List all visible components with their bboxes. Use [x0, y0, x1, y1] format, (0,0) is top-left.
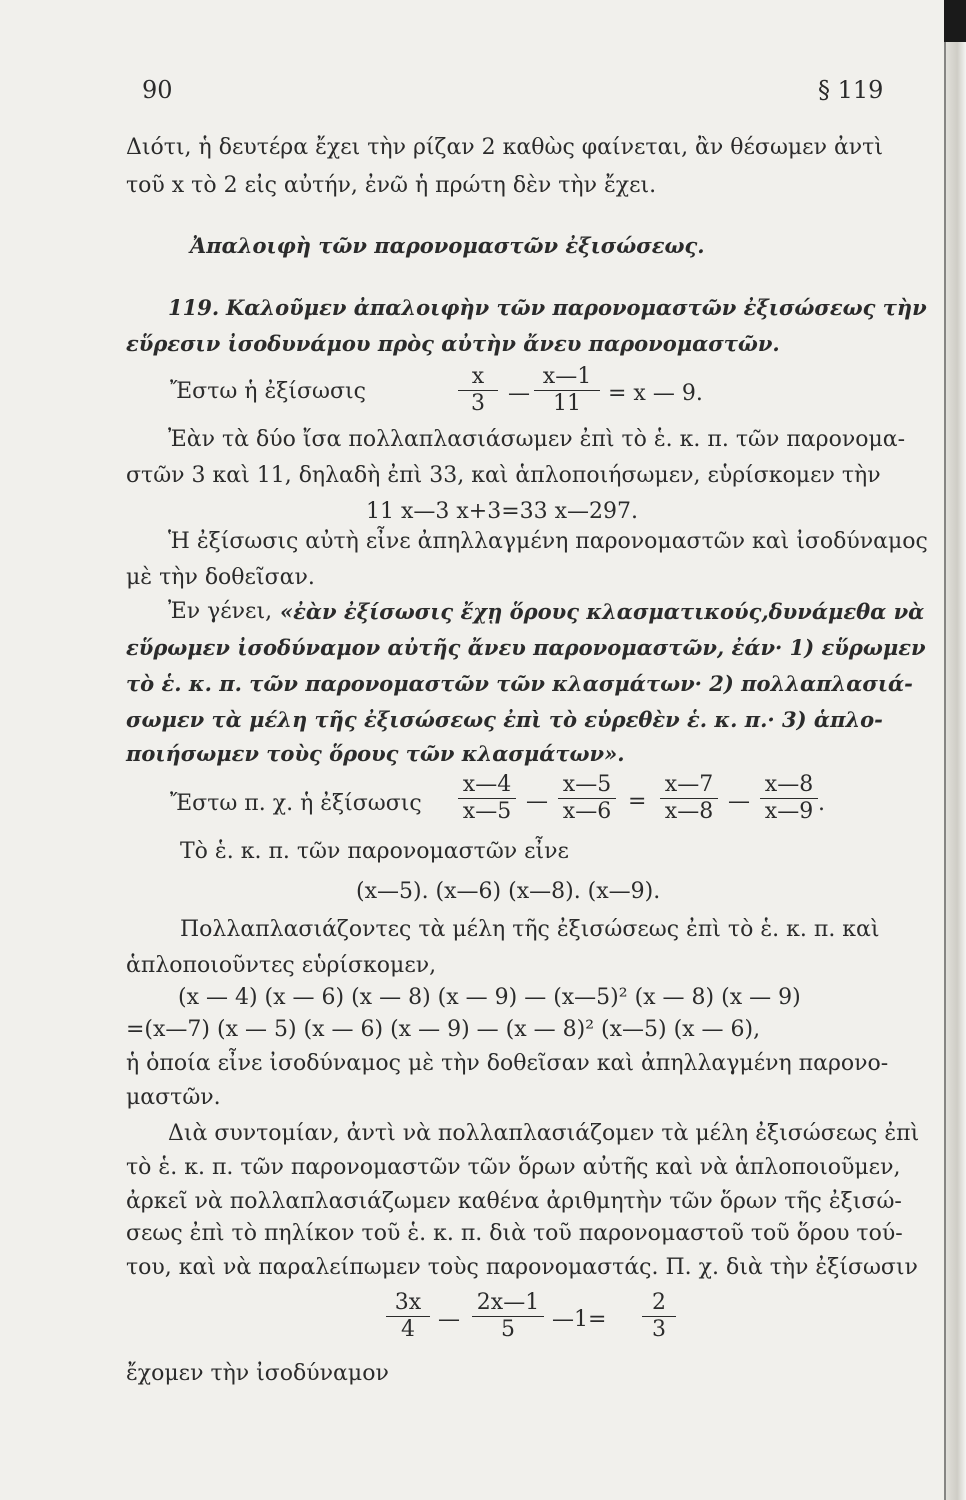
- operator: —: [728, 789, 750, 814]
- fraction: [642, 1290, 676, 1343]
- denominator: x—9: [764, 799, 814, 824]
- text-line: Ἐν γένει,: [168, 599, 273, 624]
- numerator: 2: [642, 1290, 676, 1317]
- section-heading: Ἀπαλοιφὴ τῶν παρονομαστῶν ἐξισώσεως.: [190, 233, 705, 258]
- fraction: [458, 772, 516, 825]
- equation-rhs: = x — 9.: [608, 381, 703, 406]
- denominator: x—8: [664, 799, 714, 824]
- operator: —: [508, 381, 530, 406]
- fraction: [760, 772, 818, 825]
- text-line: σεως ἐπὶ τὸ πηλίκον τοῦ ἑ. κ. π. διὰ τοῦ παρονομαστοῦ τοῦ ὅρου τού-: [126, 1221, 903, 1246]
- operator: —: [526, 789, 548, 814]
- numerator: x—1: [534, 364, 600, 391]
- equation: =(x—7) (x — 5) (x — 6) (x — 9) — (x — 8)² (x—5) (x — 6),: [126, 1017, 761, 1042]
- section-number: § 119: [818, 76, 884, 104]
- text-line: στῶν 3 καὶ 11, δηλαδὴ ἐπὶ 33, καὶ ἁπλοποιήσωμεν, εὑρίσκομεν τὴν: [126, 463, 881, 488]
- page-edge: [944, 0, 966, 1500]
- text-line: μαστῶν.: [126, 1085, 221, 1110]
- text-line: τοῦ x τὸ 2 εἰς αὐτήν, ἐνῶ ἡ πρώτη δὲν τὴν ἔχει.: [126, 173, 657, 198]
- operator: —: [438, 1307, 460, 1332]
- denominator: 4: [401, 1317, 415, 1342]
- denominator: 3: [471, 391, 485, 416]
- text-line: Διὰ συντομίαν, ἀντὶ νὰ πολλαπλασιάζομεν τὰ μέλη ἐξισώσεως ἐπὶ: [168, 1121, 920, 1146]
- text-line: Πολλαπλασιάζοντες τὰ μέλη τῆς ἐξισώσεως ἐπὶ τὸ ἑ. κ. π. καὶ: [180, 917, 880, 942]
- denominator: 5: [501, 1317, 515, 1342]
- fraction: [534, 364, 600, 417]
- page-number: 90: [142, 76, 173, 104]
- fraction: [386, 1290, 430, 1343]
- numerator: 2x—1: [472, 1290, 544, 1317]
- rule-line: τὸ ἑ. κ. π. τῶν παρονομαστῶν τῶν κλασμάτων· 2) πολλαπλασιά-: [126, 671, 913, 696]
- paragraph-number: 119.: [168, 295, 220, 320]
- numerator: x—7: [660, 772, 718, 799]
- text-line: ἡ ὁποία εἶνε ἰσοδύναμος μὲ τὴν δοθεῖσαν καὶ ἀπηλλαγμένη παρονο-: [126, 1051, 889, 1076]
- numerator: x—5: [558, 772, 616, 799]
- text-line: Ἡ ἐξίσωσις αὐτὴ εἶνε ἀπηλλαγμένη παρονομαστῶν καὶ ἰσοδύναμος: [168, 529, 928, 554]
- denominator: 3: [652, 1317, 666, 1342]
- definition-line: Καλοῦμεν ἀπαλοιφὴν τῶν παρονομαστῶν ἐξισώσεως τὴν: [226, 295, 927, 320]
- text-line: Ἐὰν τὰ δύο ἴσα πολλαπλασιάσωμεν ἐπὶ τὸ ἑ. κ. π. τῶν παρονομα-: [168, 427, 906, 452]
- equation: (x — 4) (x — 6) (x — 8) (x — 9) — (x—5)² (x — 8) (x — 9): [178, 985, 801, 1010]
- text-line: ἔχομεν τὴν ἰσοδύναμον: [126, 1361, 389, 1386]
- text-line: Διότι, ἡ δευτέρα ἔχει τὴν ρίζαν 2 καθὼς φαίνεται, ἂν θέσωμεν ἀντὶ: [126, 135, 883, 160]
- numerator: x—8: [760, 772, 818, 799]
- text-line: του, καὶ νὰ παραλείπωμεν τοὺς παρονομαστάς. Π. χ. διὰ τὴν ἐξίσωσιν: [126, 1255, 918, 1280]
- rule-line: «ἐὰν ἐξίσωσις ἔχῃ ὅρους κλασματικούς,δυνάμεθα νὰ: [280, 599, 925, 624]
- numerator: 3x: [386, 1290, 430, 1317]
- operator: =: [628, 789, 647, 814]
- denominator: x—6: [562, 799, 612, 824]
- fraction: [558, 772, 616, 825]
- text-line: ἁπλοποιοῦντες εὑρίσκομεν,: [126, 953, 437, 978]
- text-line: τὸ ἑ. κ. π. τῶν παρονομαστῶν τῶν ὅρων αὐτῆς καὶ νὰ ἁπλοποιοῦμεν,: [126, 1155, 901, 1180]
- page-corner: [944, 0, 966, 42]
- page-edge-line: [944, 0, 946, 1500]
- operator: —1=: [552, 1307, 607, 1332]
- equation-label: Ἔστω π. χ. ἡ ἐξίσωσις: [170, 791, 422, 816]
- denominator: 11: [553, 391, 581, 416]
- rule-line: εὕρωμεν ἰσοδύναμον αὐτῆς ἄνευ παρονομαστῶν, ἐάν· 1) εὕρωμεν: [126, 635, 926, 660]
- denominator: x—5: [462, 799, 512, 824]
- fraction: [458, 364, 498, 417]
- text-line: μὲ τὴν δοθεῖσαν.: [126, 565, 315, 590]
- fraction: [660, 772, 718, 825]
- fraction: [472, 1290, 544, 1343]
- text-line: Τὸ ἑ. κ. π. τῶν παρονομαστῶν εἶνε: [180, 839, 569, 864]
- rule-line: σωμεν τὰ μέλη τῆς ἐξισώσεως ἐπὶ τὸ εὑρεθὲν ἑ. κ. π.· 3) ἁπλο-: [126, 707, 883, 732]
- definition-line: εὕρεσιν ἰσοδυνάμου πρὸς αὐτὴν ἄνευ παρονομαστῶν.: [126, 331, 780, 356]
- equation-label: Ἔστω ἡ ἐξίσωσις: [170, 379, 366, 404]
- numerator: x: [458, 364, 498, 391]
- equation: (x—5). (x—6) (x—8). (x—9).: [356, 879, 661, 904]
- equation: 11 x—3 x+3=33 x—297.: [366, 499, 639, 524]
- rule-line: ποιήσωμεν τοὺς ὅρους τῶν κλασμάτων».: [126, 741, 625, 766]
- operator: .: [818, 791, 825, 816]
- text-line: ἀρκεῖ νὰ πολλαπλασιάζωμεν καθένα ἀριθμητὴν τῶν ὅρων τῆς ἐξισώ-: [126, 1189, 902, 1214]
- numerator: x—4: [458, 772, 516, 799]
